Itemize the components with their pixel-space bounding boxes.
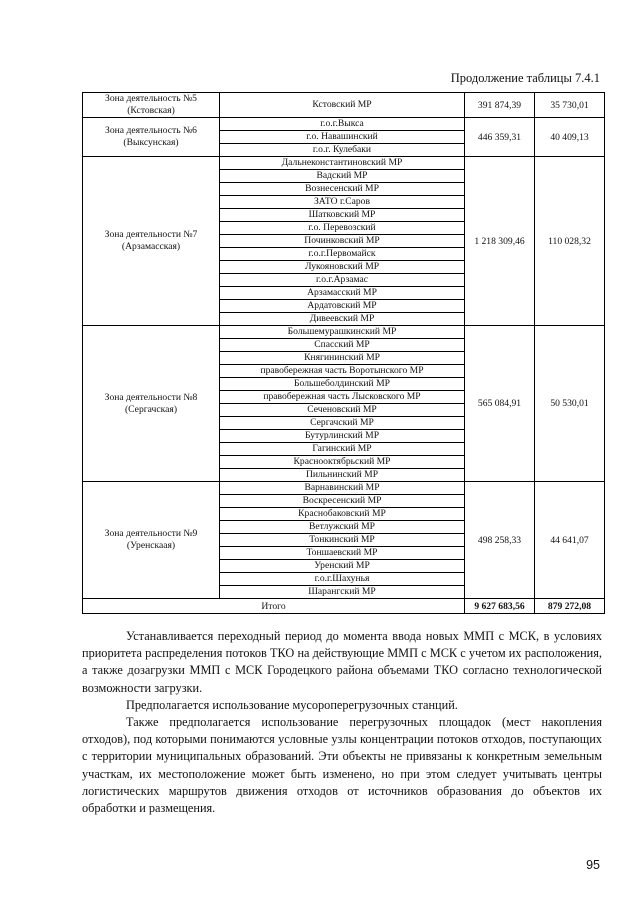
zone-row [83,482,605,599]
mass-value: 498 258,33 [465,482,535,599]
municipal-item: Большемурашкинский МР [220,326,464,339]
municipal-item: правобережная часть Воротынского МР [220,365,464,378]
municipal-item: Тоншаевский МР [220,547,464,560]
municipal-item: г.о.г.Выкса [220,118,464,131]
zone-subtitle: (Уренскаая) [126,540,176,551]
municipal-item: г.о.г.Шахунья [220,573,464,586]
volume-value: 50 530,01 [535,326,605,482]
volume-value: 110 028,32 [535,157,605,326]
zone-row [83,118,605,157]
municipal-item: Починковский МР [220,235,464,248]
volume-value: 40 409,13 [535,118,605,157]
municipal-item: Кстовский МР [312,99,372,110]
zone-subtitle: (Кстовская) [127,105,175,116]
municipal-item: Арзамасский МР [220,287,464,300]
zone-row [83,157,605,326]
municipal-item: Вадский МР [220,170,464,183]
municipal-item: Тонкинский МР [220,534,464,547]
zone-name-cell [83,93,220,118]
total-label: Итого [83,599,465,614]
municipal-item: Сергачский МР [220,417,464,430]
municipal-item: Сеченовский МР [220,404,464,417]
zone-name-cell [83,157,220,326]
zone-name-cell [83,482,220,599]
total-volume: 879 272,08 [535,599,605,614]
zone-name: Зона деятельность №5 [105,93,197,104]
municipal-item: Ардатовский МР [220,300,464,313]
page-number: 95 [586,858,600,872]
municipal-item: Лукояновский МР [220,261,464,274]
volume-value: 35 730,01 [535,93,605,118]
paragraph: Предполагается использование мусороперегрузочных станций. [126,697,458,712]
volume-value: 44 641,07 [535,482,605,599]
municipal-list [220,482,465,599]
table-caption: Продолжение таблицы 7.4.1 [450,71,600,85]
paragraph: Также предполагается использование перегрузочных площадок (мест накопления отходов), под которыми понимаются условные узлы концентрации потоков отходов, поступающих с территории муниципальных образований. Эти объекты не привязаны к конкретным земельным участкам, их местоположение может быть изменено, но при этом следует учитывать центры логистических маршрутов движения отходов от источников образования до объектов их обработки и размещения. [82,715,602,816]
municipal-item: Воскресенский МР [220,495,464,508]
municipal-item: г.о. Навашинский [220,131,464,144]
total-mass: 9 627 683,56 [465,599,535,614]
zone-name-cell [83,118,220,157]
zone-subtitle: (Арзамасская) [121,241,181,252]
municipal-item: Бутурлинский МР [220,430,464,443]
municipal-item: г.о.г. Кулебаки [312,144,372,155]
municipal-list [220,118,465,157]
zone-name: Зона деятельность №6 [105,125,197,136]
municipal-item: Ветлужский МР [220,521,464,534]
paragraph: Устанавливается переходный период до момента ввода новых ММП с МСК, в условиях приоритета распределения потоков ТКО на действующие ММП с МСК с учетом их расположения, а также дозагрузки ММП с МСК Городецкого района объемами ТКО согласно технологической возможности загрузки. [82,629,602,695]
zone-name: Зона деятельности №8 [104,391,198,403]
mass-value: 446 359,31 [465,118,535,157]
total-row [83,599,605,614]
municipal-item: Вознесенский МР [220,183,464,196]
municipal-item: г.о.г.Первомайск [220,248,464,261]
municipal-item: Спасский МР [220,339,464,352]
zone-name: Зона деятельности №7 [104,229,198,240]
municipal-item: г.о. Перевозский [220,222,464,235]
municipal-item: Пильнинский МР [305,469,379,480]
body-text [82,628,602,817]
municipal-item: правобережная часть Лысковского МР [220,391,464,404]
zone-name: Зона деятельности №9 [104,528,198,539]
zone-row [83,93,605,118]
zone-name-cell [83,326,220,482]
zone-row [83,326,605,482]
municipal-item: Княгининский МР [220,352,464,365]
municipal-item: Варнавинский МР [220,482,464,495]
municipal-list [220,157,465,326]
municipal-item: г.о.г.Арзамас [220,274,464,287]
municipal-item: Краснооктябрьский МР [220,456,464,469]
mass-value: 565 084,91 [465,326,535,482]
zone-subtitle: (Выксунская) [123,137,179,148]
municipal-item: Уренский МР [220,560,464,573]
mass-value: 1 218 309,46 [465,157,535,326]
municipal-item: Дивеевский МР [309,313,375,324]
municipal-list [220,93,465,118]
municipal-list [220,326,465,482]
municipal-item: Краснобаковский МР [220,508,464,521]
municipal-item: Дальнеконстантиновский МР [220,157,464,170]
municipal-item: Большеболдинский МР [220,378,464,391]
municipal-item: Шарангский МР [308,586,376,597]
municipal-item: Шатковский МР [220,209,464,222]
zone-subtitle: (Сергачская) [124,403,178,415]
mass-value: 391 874,39 [465,93,535,118]
municipal-item: Гагинский МР [220,443,464,456]
municipal-item: ЗАТО г.Саров [220,196,464,209]
zones-table [82,92,605,614]
